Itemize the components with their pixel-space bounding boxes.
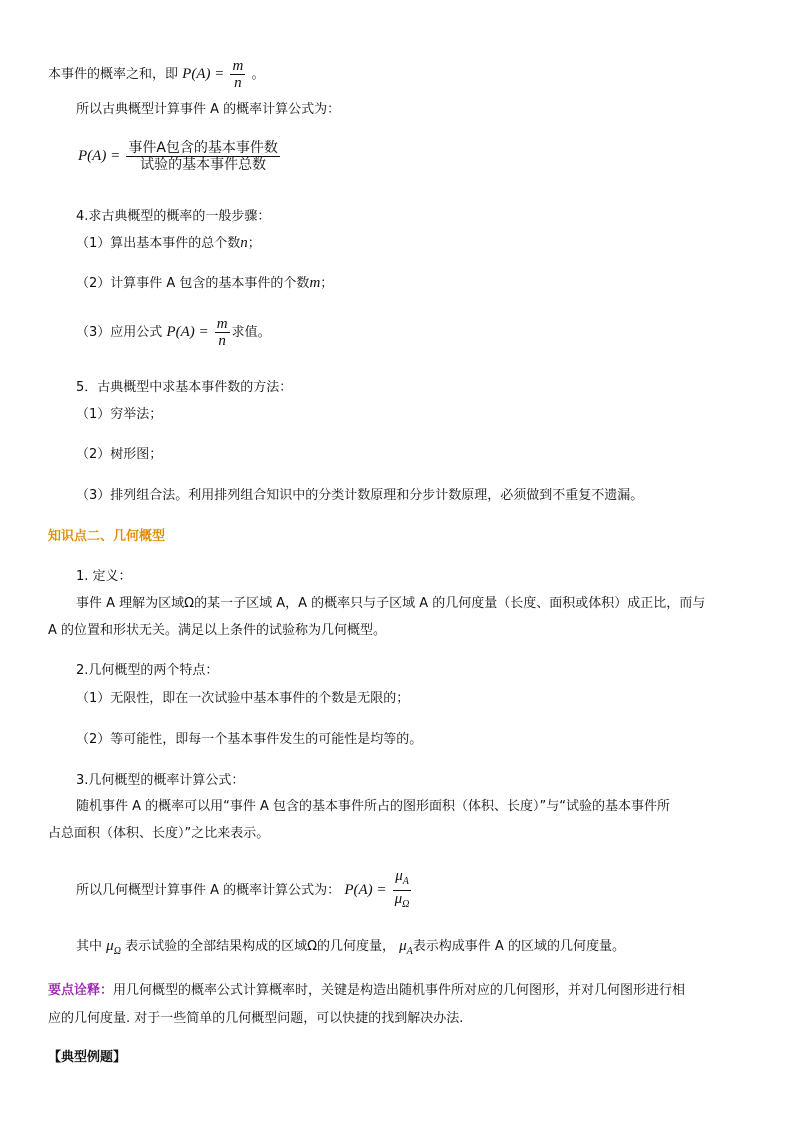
formula-lhs: P(A) =: [166, 324, 209, 340]
mu-symbol: μ: [395, 868, 403, 884]
numerator: [393, 868, 412, 891]
where-text-a: 其中: [76, 939, 103, 954]
where-text-c: 表示构成事件 A 的区域的几何度量。: [412, 939, 625, 954]
mu-a: [399, 938, 413, 957]
geometric-formula: [76, 868, 413, 913]
subscript-a: A: [406, 946, 413, 957]
mu-symbol: μ: [394, 891, 403, 907]
denominator: [393, 891, 412, 913]
step-2: [76, 274, 333, 293]
fraction: [126, 140, 280, 173]
text-suffix: 。: [251, 67, 265, 82]
denominator: 试验的基本事件总数: [140, 157, 267, 173]
feature-2: （2）等可能性，即每一个基本事件发生的可能性是均等的。: [76, 732, 423, 747]
key-note-text: 用几何概型的概率公式计算概率时，关键是构造出随机事件所对应的几何图形，并对几何图形进行相: [113, 983, 686, 998]
var-n: n: [240, 235, 248, 251]
calc-line-1: 随机事件 A 的概率可以用“事件 A 包含的基本事件所占的图形面积（体积、长度）”与“试验的基本事件所: [76, 799, 671, 814]
step-text: （2）计算事件 A 包含的基本事件的个数: [76, 276, 310, 291]
typical-examples-heading: 【典型例题】: [48, 1050, 127, 1065]
classical-formula: [78, 140, 282, 173]
calc-line-2: 占总面积（体积、长度）”之比来表示。: [48, 826, 270, 841]
where-explanation: [76, 937, 625, 961]
mu-symbol: μ: [399, 938, 407, 954]
step-text: （3）应用公式: [76, 325, 163, 340]
text-prefix: 本事件的概率之和，即: [48, 67, 179, 82]
section-4-title: 4.求古典概型的概率的一般步骤：: [76, 209, 271, 224]
key-note-line-1: [48, 982, 685, 1000]
numerator: 事件A包含的基本事件数: [128, 140, 278, 156]
numerator: m: [216, 316, 228, 332]
definition-title: 1. 定义：: [76, 569, 132, 584]
method-1: （1）穷举法；: [76, 407, 163, 422]
step-3: [76, 316, 271, 349]
key-note-label: 要点诠释：: [48, 983, 114, 998]
denominator: n: [218, 333, 226, 349]
feature-1: （1）无限性，即在一次试验中基本事件的个数是无限的；: [76, 691, 410, 706]
section-5-title: 5．古典概型中求基本事件数的方法：: [76, 380, 293, 395]
subscript-omega: Ω: [113, 946, 121, 957]
fraction: [215, 316, 230, 349]
subscript-a: A: [402, 876, 409, 887]
step-end: ；: [320, 276, 334, 291]
formula-lhs: P(A) =: [78, 148, 121, 164]
formula-intro: 所以几何概型计算事件 A 的概率计算公式为：: [76, 883, 341, 898]
step-text: （1）算出基本事件的总个数: [76, 236, 241, 251]
var-m: m: [309, 275, 321, 291]
key-note-line-2: 应的几何度量. 对于一些简单的几何概型问题，可以快捷的找到解决办法.: [48, 1011, 464, 1026]
formula-lhs: P(A) =: [344, 882, 387, 898]
mu-omega: [106, 938, 121, 957]
definition-line-2: A 的位置和形状无关。满足以上条件的试验称为几何概型。: [48, 623, 387, 638]
definition-line-1: 事件 A 理解为区域Ω的某一子区域 A，A 的概率只与子区域 A 的几何度量（长度、面积或体积）成正比，而与: [76, 596, 706, 611]
calc-title: 3.几何概型的概率计算公式：: [76, 773, 245, 788]
step-end: 求值。: [231, 325, 271, 340]
step-end: ；: [247, 236, 261, 251]
denominator: n: [234, 75, 242, 91]
fraction: [393, 868, 412, 913]
section-heading-geometric: 知识点二、几何概型: [48, 529, 166, 544]
paragraph-formula-intro: 所以古典概型计算事件 A 的概率计算公式为：: [76, 102, 341, 117]
where-text-b: 表示试验的全部结果构成的区域Ω的几何度量，: [125, 939, 395, 954]
numerator: m: [232, 58, 244, 74]
fraction: [230, 58, 245, 91]
mu-symbol: μ: [106, 938, 114, 954]
formula-lhs: P(A) =: [182, 66, 225, 82]
paragraph-sum: [48, 58, 264, 91]
subscript-omega: Ω: [402, 899, 410, 910]
step-1: [76, 234, 261, 253]
features-title: 2.几何概型的两个特点：: [76, 663, 219, 678]
method-2: （2）树形图；: [76, 447, 163, 462]
method-3: （3）排列组合法。利用排列组合知识中的分类计数原理和分步计数原理，必须做到不重复不遗漏。: [76, 488, 644, 503]
